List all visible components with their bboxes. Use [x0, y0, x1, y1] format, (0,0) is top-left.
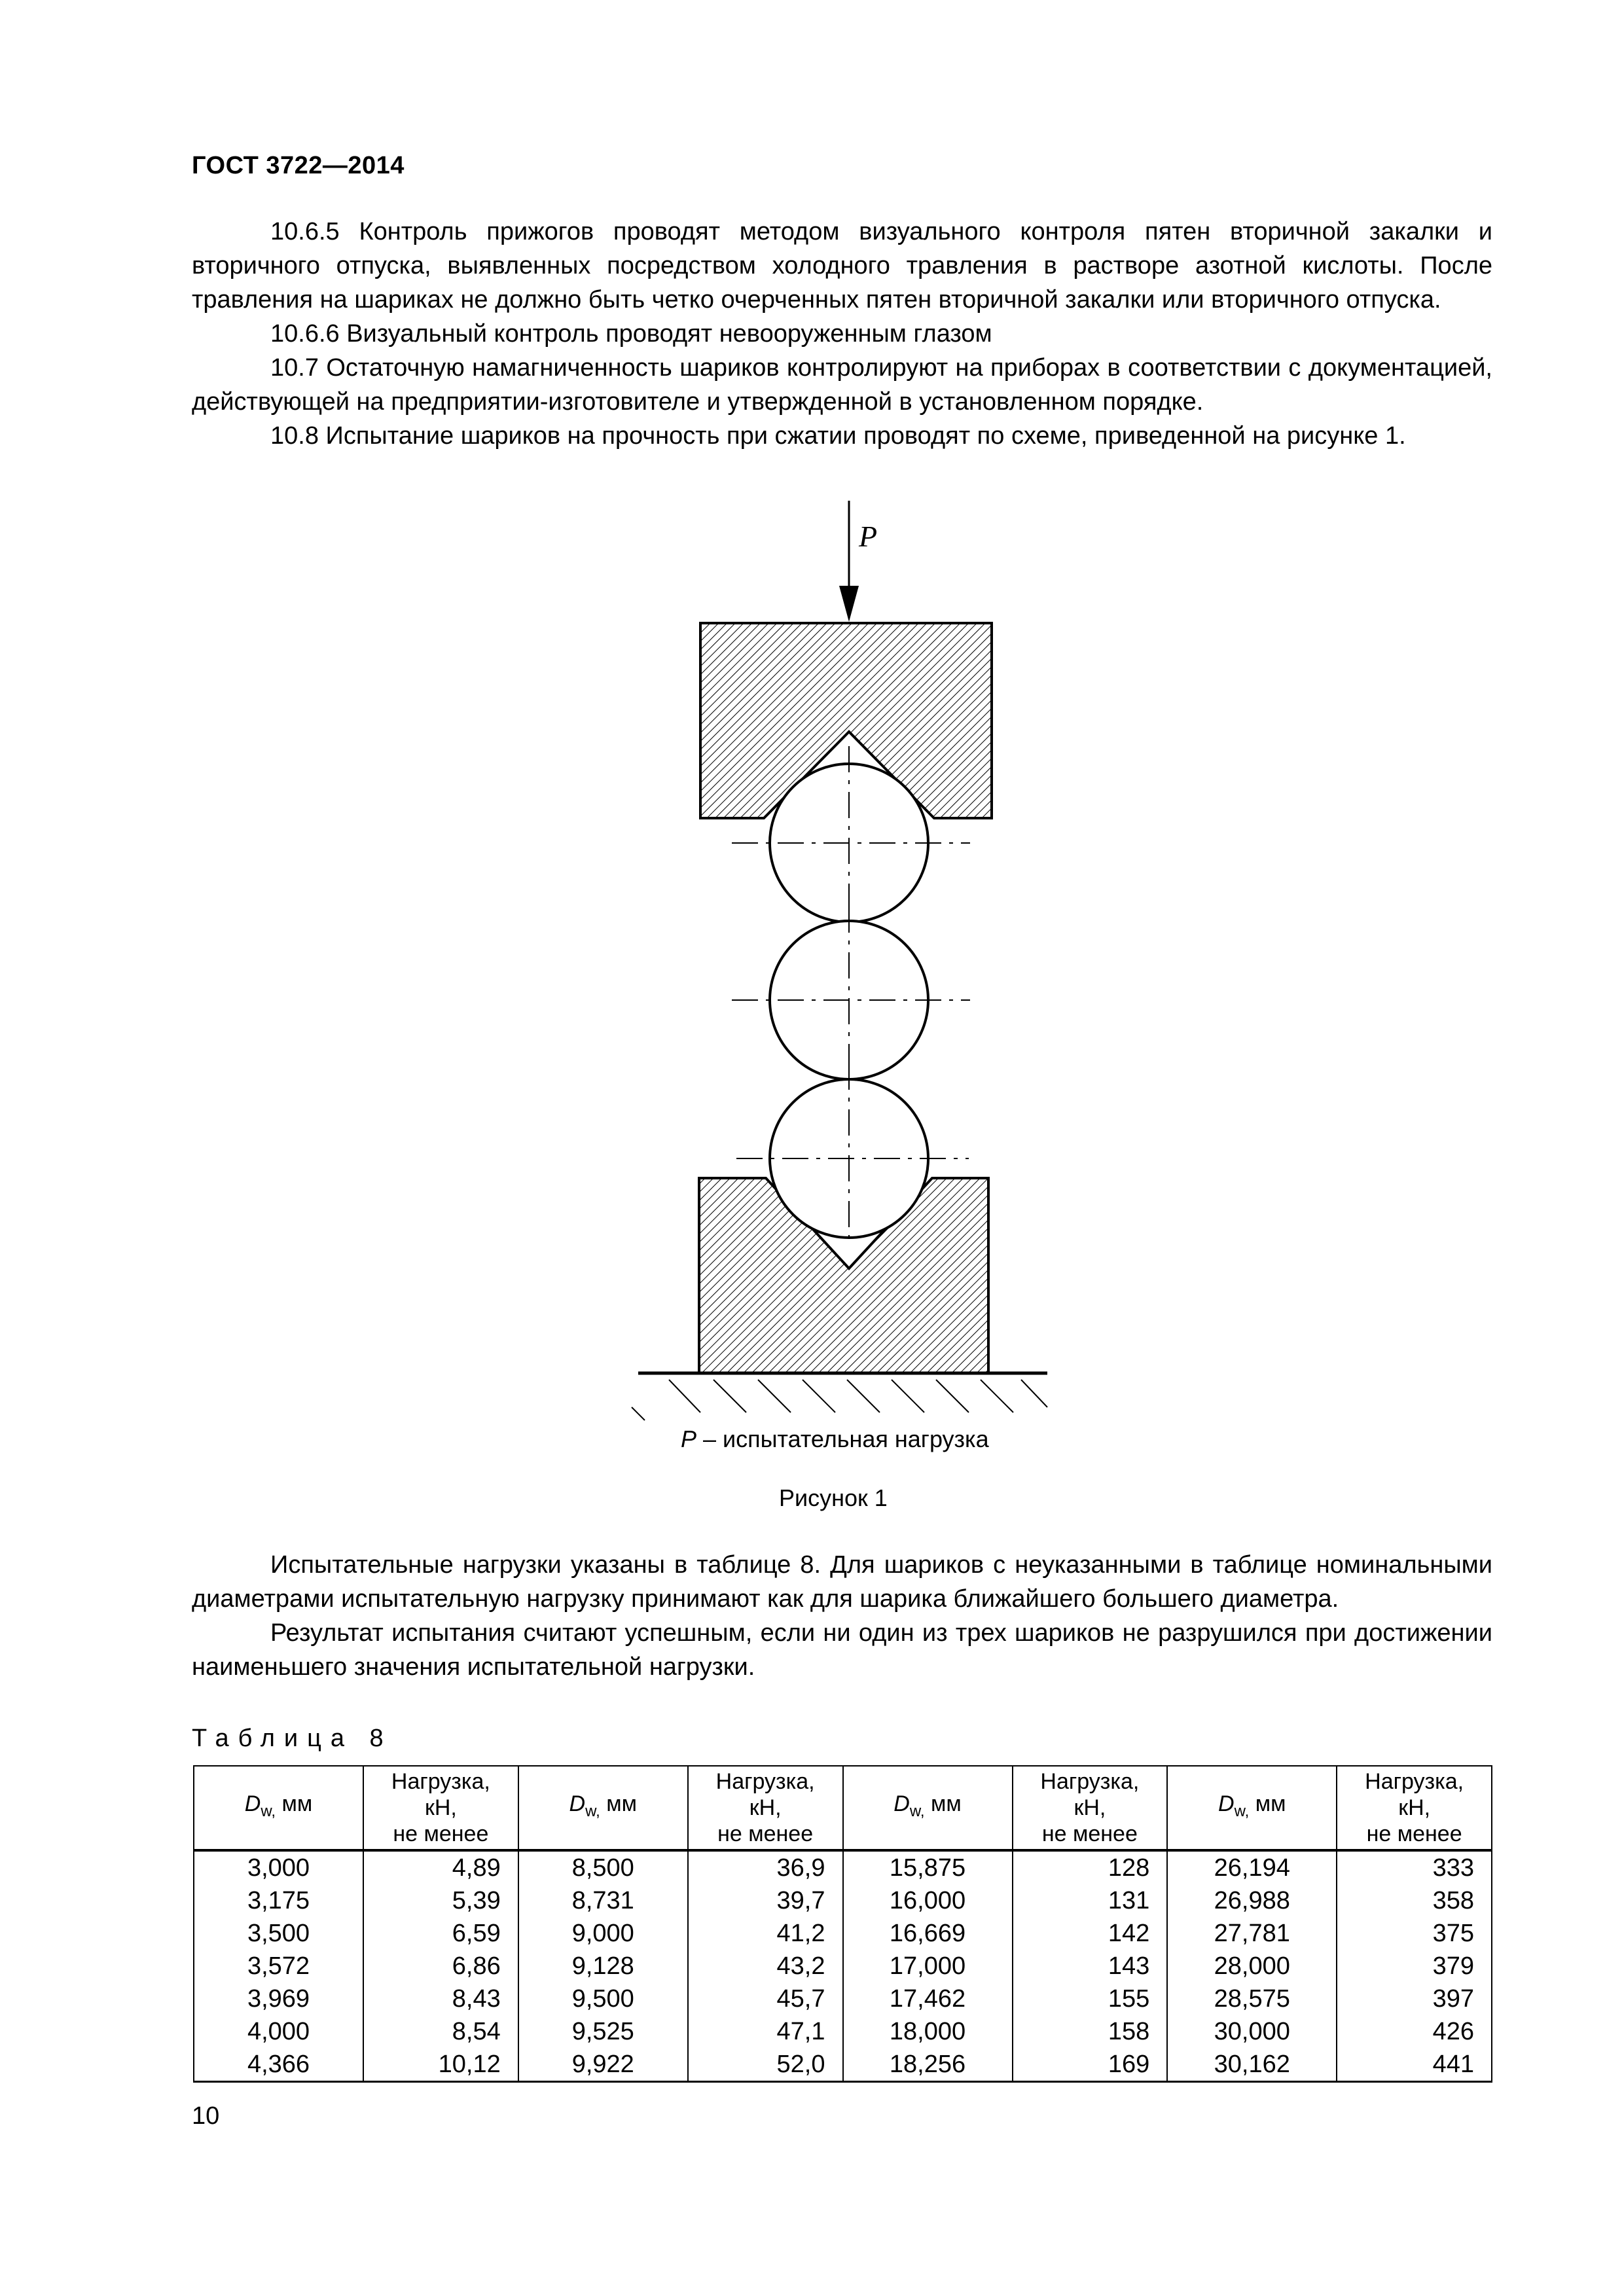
- cell-load: 375: [1337, 1917, 1492, 1950]
- table-row: [194, 1917, 1492, 1950]
- table-header-row: [194, 1766, 1492, 1850]
- table-row: [194, 1982, 1492, 2015]
- cell-diameter: 30,000: [1167, 2015, 1337, 2048]
- cell-load: 5,39: [363, 1884, 518, 1917]
- cell-diameter: 3,000: [194, 1850, 363, 1884]
- load-header-line: Нагрузка,: [715, 1769, 815, 1794]
- cell-diameter: 4,366: [194, 2048, 363, 2082]
- d-unit: мм: [276, 1791, 313, 1817]
- table-row: [194, 2015, 1492, 2048]
- diameter-label: [244, 1791, 313, 1820]
- table-caption: Таблица 8: [192, 1725, 393, 1752]
- cell-load: 358: [1337, 1884, 1492, 1917]
- cell-load: 143: [1013, 1950, 1168, 1982]
- col-header-load: [1013, 1766, 1168, 1850]
- force-arrow: [839, 501, 859, 622]
- d-unit: мм: [924, 1791, 962, 1817]
- col-header-diameter: [518, 1766, 688, 1850]
- cell-diameter: 26,194: [1167, 1850, 1337, 1884]
- d-unit: мм: [1249, 1791, 1286, 1817]
- paragraph-test-result: Результат испытания считают успешным, если ни один из трех шариков не разрушился при достижении наименьшего значения испытательной нагрузки.: [192, 1619, 1492, 1681]
- table-row: [194, 2048, 1492, 2082]
- cell-diameter: 9,922: [518, 2048, 688, 2082]
- cell-load: 41,2: [688, 1917, 843, 1950]
- cell-load: 47,1: [688, 2015, 843, 2048]
- cell-diameter: 16,669: [843, 1917, 1013, 1950]
- cell-diameter: 9,525: [518, 2015, 688, 2048]
- compression-test-diagram: [622, 497, 1067, 1446]
- text-block-lower: [192, 1548, 1492, 1684]
- cell-load: 6,59: [363, 1917, 518, 1950]
- cell-diameter: 28,575: [1167, 1982, 1337, 2015]
- table-row: [194, 1884, 1492, 1917]
- legend-symbol: P: [681, 1426, 697, 1452]
- load-header-line: кН,: [1074, 1795, 1106, 1820]
- cell-diameter: 4,000: [194, 2015, 363, 2048]
- col-header-diameter: [843, 1766, 1013, 1850]
- cell-diameter: 26,988: [1167, 1884, 1337, 1917]
- cell-load: 36,9: [688, 1850, 843, 1884]
- page-number: 10: [192, 2102, 220, 2130]
- cell-load: 128: [1013, 1850, 1168, 1884]
- paragraph-10-6-5: 10.6.5 Контроль прижогов проводят методом визуального контроля пятен вторичной закалки и вторичного отпуска, выявленных посредством холодного травления в растворе азотной кислоты. После травления на шариках не должно быть четко очерченных пятен вторичной закалки или вторичного отпуска.: [192, 218, 1492, 314]
- test-load-table: [193, 1765, 1492, 2083]
- cell-diameter: 3,175: [194, 1884, 363, 1917]
- cell-diameter: 9,500: [518, 1982, 688, 2015]
- cell-diameter: 3,500: [194, 1917, 363, 1950]
- cell-load: 131: [1013, 1884, 1168, 1917]
- col-header-diameter: [1167, 1766, 1337, 1850]
- col-header-load: [1337, 1766, 1492, 1850]
- d-symbol: D: [244, 1791, 261, 1817]
- cell-diameter: 17,000: [843, 1950, 1013, 1982]
- d-subscript: w,: [585, 1802, 600, 1820]
- load-header-line: кН,: [749, 1795, 782, 1820]
- legend-text: – испытательная нагрузка: [696, 1426, 989, 1452]
- paragraph-test-loads: Испытательные нагрузки указаны в таблице 8. Для шариков с неуказанными в таблице номинальными диаметрами испытательную нагрузку принимают как для шарика ближайшего большего диаметра.: [192, 1551, 1492, 1613]
- load-header-line: не менее: [1366, 1821, 1462, 1846]
- load-header-line: кН,: [424, 1795, 457, 1820]
- diameter-label: [1218, 1791, 1286, 1820]
- table-header: [194, 1766, 1492, 1850]
- cell-diameter: 18,256: [843, 2048, 1013, 2082]
- d-subscript: w,: [261, 1802, 276, 1820]
- cell-load: 8,54: [363, 2015, 518, 2048]
- cell-load: 169: [1013, 2048, 1168, 2082]
- load-header-line: Нагрузка,: [391, 1769, 490, 1794]
- table-row: [194, 1850, 1492, 1884]
- cell-diameter: 3,572: [194, 1950, 363, 1982]
- cell-load: 8,43: [363, 1982, 518, 2015]
- figure-legend: [681, 1426, 989, 1453]
- cell-load: 10,12: [363, 2048, 518, 2082]
- cell-load: 39,7: [688, 1884, 843, 1917]
- cell-diameter: 28,000: [1167, 1950, 1337, 1982]
- cell-load: 43,2: [688, 1950, 843, 1982]
- cell-load: 4,89: [363, 1850, 518, 1884]
- load-header-line: кН,: [1398, 1795, 1431, 1820]
- load-header-line: Нагрузка,: [1365, 1769, 1464, 1794]
- col-header-load: [363, 1766, 518, 1850]
- cell-load: 397: [1337, 1982, 1492, 2015]
- d-subscript: w,: [909, 1802, 925, 1820]
- cell-load: 155: [1013, 1982, 1168, 2015]
- cell-load: 333: [1337, 1850, 1492, 1884]
- col-header-load: [688, 1766, 843, 1850]
- d-unit: мм: [600, 1791, 637, 1817]
- cell-load: 426: [1337, 2015, 1492, 2048]
- cell-diameter: 18,000: [843, 2015, 1013, 2048]
- cell-diameter: 8,500: [518, 1850, 688, 1884]
- ground-hatching: [632, 1380, 1047, 1420]
- col-header-diameter: [194, 1766, 363, 1850]
- diameter-label: [569, 1791, 637, 1820]
- load-header-line: не менее: [717, 1821, 814, 1846]
- cell-load: 441: [1337, 2048, 1492, 2082]
- d-symbol: D: [569, 1791, 586, 1817]
- load-header-line: не менее: [1041, 1821, 1138, 1846]
- d-symbol: D: [1218, 1791, 1235, 1817]
- text-block-upper: [192, 215, 1492, 453]
- cell-load: 379: [1337, 1950, 1492, 1982]
- d-symbol: D: [893, 1791, 910, 1817]
- cell-diameter: 9,128: [518, 1950, 688, 1982]
- cell-diameter: 3,969: [194, 1982, 363, 2015]
- cell-load: 158: [1013, 2015, 1168, 2048]
- cell-diameter: 9,000: [518, 1917, 688, 1950]
- cell-diameter: 15,875: [843, 1850, 1013, 1884]
- force-label: P: [859, 520, 878, 553]
- cell-load: 45,7: [688, 1982, 843, 2015]
- cell-diameter: 16,000: [843, 1884, 1013, 1917]
- d-subscript: w,: [1234, 1802, 1250, 1820]
- load-header-line: не менее: [393, 1821, 489, 1846]
- cell-diameter: 30,162: [1167, 2048, 1337, 2082]
- paragraph-10-6-6: 10.6.6 Визуальный контроль проводят невооруженным глазом: [270, 320, 992, 348]
- paragraph-10-7: 10.7 Остаточную намагниченность шариков контролируют на приборах в соответствии с документацией, действующей на предприятии-изготовителе и утвержденной в установленном порядке.: [192, 354, 1492, 416]
- document-header: ГОСТ 3722—2014: [192, 152, 405, 179]
- paragraph-10-8: 10.8 Испытание шариков на прочность при сжатии проводят по схеме, приведенной на рисунке 1.: [270, 422, 1406, 450]
- cell-diameter: 17,462: [843, 1982, 1013, 2015]
- table-row: [194, 1950, 1492, 1982]
- cell-load: 6,86: [363, 1950, 518, 1982]
- diameter-label: [893, 1791, 962, 1820]
- cell-load: 142: [1013, 1917, 1168, 1950]
- table-body: [194, 1850, 1492, 2082]
- cell-diameter: 27,781: [1167, 1917, 1337, 1950]
- cell-load: 52,0: [688, 2048, 843, 2082]
- cell-diameter: 8,731: [518, 1884, 688, 1917]
- load-header-line: Нагрузка,: [1040, 1769, 1140, 1794]
- figure-caption: Рисунок 1: [779, 1484, 888, 1511]
